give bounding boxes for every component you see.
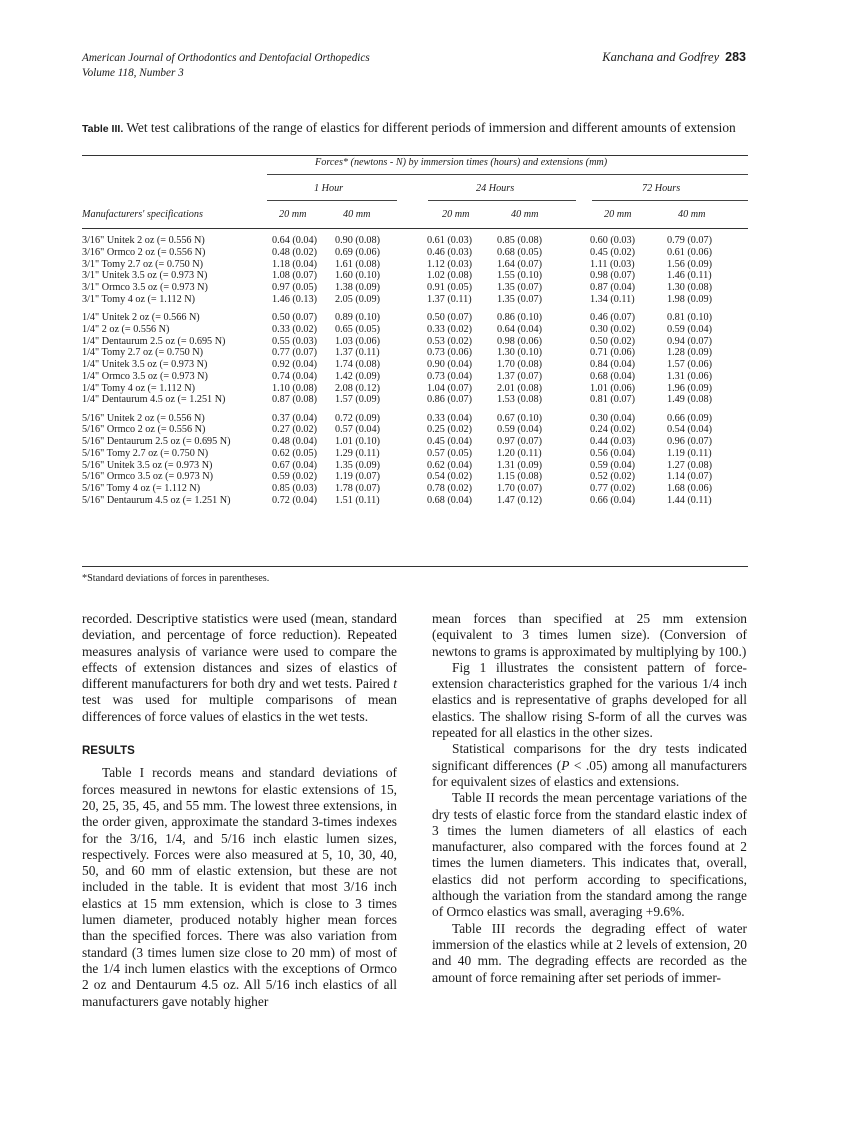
cell-h1-20: 0.50 (0.07) — [272, 312, 317, 323]
cell-h1-20: 0.48 (0.04) — [272, 436, 317, 447]
page-number: 283 — [725, 50, 746, 64]
paragraph-statistics: Statistical comparisons for the dry tests indicated significant differences (P < .05) among all manufacturers for equivalent sizes of elastics and extensions. — [432, 741, 747, 789]
cell-h24-40: 0.97 (0.07) — [497, 436, 542, 447]
data-table — [82, 235, 748, 507]
cell-h1-20: 0.77 (0.07) — [272, 347, 317, 359]
cell-h1-40: 1.42 (0.09) — [335, 370, 380, 382]
cell-h1-40: 1.37 (0.11) — [335, 347, 380, 359]
cell-h1-40: 1.35 (0.09) — [335, 459, 380, 471]
cell-h24-20: 0.62 (0.04) — [427, 459, 472, 471]
paragraph-table3: Table III records the degrading effect of water immersion of the elastics while at 2 levels of extension, 20 and 40 mm. The degrading effects are recorded as the amount of force remaining after set periods of immer- — [432, 920, 747, 985]
cell-spec: 5/16" Dentaurum 4.5 oz (= 1.251 N) — [82, 494, 231, 506]
table-row — [82, 270, 748, 282]
cell-h1-40: 1.61 (0.08) — [335, 258, 380, 270]
cell-h24-20: 0.68 (0.04) — [427, 494, 472, 506]
cell-h1-40: 2.08 (0.12) — [335, 382, 380, 394]
cell-spec: 3/1" Tomy 4 oz (= 1.112 N) — [82, 293, 196, 305]
cell-h24-40: 1.53 (0.08) — [497, 394, 542, 406]
cell-h72-40: 1.49 (0.08) — [667, 394, 712, 406]
cell-h24-20: 1.37 (0.11) — [427, 293, 472, 305]
cell-h1-20: 0.92 (0.04) — [272, 359, 317, 370]
cell-spec: 1/4" Tomy 4 oz (= 1.112 N) — [82, 382, 196, 394]
cell-h24-20: 0.73 (0.06) — [427, 347, 472, 359]
cell-spec: 3/16" Ormco 2 oz (= 0.556 N) — [82, 246, 206, 258]
cell-h72-40: 1.27 (0.08) — [667, 459, 712, 471]
cell-h1-20: 0.37 (0.04) — [272, 412, 317, 424]
cell-h24-20: 0.45 (0.04) — [427, 436, 472, 447]
cell-h24-20: 1.12 (0.03) — [427, 258, 472, 270]
cell-spec: 5/16" Dentaurum 2.5 oz (= 0.695 N) — [82, 436, 231, 447]
ext-header-6: 40 mm — [678, 209, 706, 220]
cell-h72-40: 1.28 (0.09) — [667, 347, 712, 359]
table-row — [82, 371, 748, 383]
cell-h1-40: 1.57 (0.09) — [335, 394, 380, 406]
cell-h72-40: 0.96 (0.07) — [667, 436, 712, 447]
table-bottom-rule — [82, 566, 748, 567]
cell-h72-20: 0.45 (0.02) — [590, 246, 635, 258]
cell-spec: 1/4" Ormco 3.5 oz (= 0.973 N) — [82, 370, 208, 382]
cell-h72-40: 1.46 (0.11) — [667, 270, 712, 282]
cell-h1-40: 0.89 (0.10) — [335, 312, 380, 323]
cell-h72-20: 0.52 (0.02) — [590, 471, 635, 483]
table-row — [82, 336, 748, 348]
cell-h1-20: 1.08 (0.07) — [272, 270, 317, 282]
cell-h72-20: 0.60 (0.03) — [590, 235, 635, 246]
cell-spec: 5/16" Unitek 3.5 oz (= 0.973 N) — [82, 459, 213, 471]
table-row — [82, 460, 748, 472]
table-row — [82, 483, 748, 495]
cell-h24-20: 0.33 (0.02) — [427, 323, 472, 335]
cell-h24-40: 0.86 (0.10) — [497, 312, 542, 323]
cell-h1-40: 0.72 (0.09) — [335, 412, 380, 424]
cell-h1-40: 1.03 (0.06) — [335, 335, 380, 347]
table-label: Table III. — [82, 123, 124, 135]
cell-h72-20: 0.98 (0.07) — [590, 270, 635, 282]
cell-h72-20: 0.46 (0.07) — [590, 312, 635, 323]
cell-h1-40: 1.29 (0.11) — [335, 447, 380, 459]
table-caption — [82, 121, 748, 137]
cell-spec: 5/16" Tomy 2.7 oz (= 0.750 N) — [82, 447, 209, 459]
cell-h24-20: 1.02 (0.08) — [427, 270, 472, 282]
cell-h72-40: 0.94 (0.07) — [667, 335, 712, 347]
cell-h1-20: 0.87 (0.08) — [272, 394, 317, 406]
cell-h72-40: 0.59 (0.04) — [667, 323, 712, 335]
cell-h1-20: 0.97 (0.05) — [272, 282, 317, 293]
cell-h24-40: 2.01 (0.08) — [497, 382, 542, 394]
cell-h1-20: 0.55 (0.03) — [272, 335, 317, 347]
cell-h72-20: 0.30 (0.04) — [590, 412, 635, 424]
cell-h72-40: 1.30 (0.08) — [667, 282, 712, 293]
cell-h24-20: 0.57 (0.05) — [427, 447, 472, 459]
table-spanner-header: Forces* (newtons - N) by immersion times (hours) and extensions (mm) — [315, 157, 608, 168]
cell-h72-40: 1.31 (0.06) — [667, 370, 712, 382]
cell-h24-40: 1.30 (0.10) — [497, 347, 542, 359]
cell-h24-40: 1.31 (0.09) — [497, 459, 542, 471]
cell-h1-20: 1.18 (0.04) — [272, 258, 317, 270]
period-24-hours: 24 Hours — [476, 183, 515, 194]
cell-h72-40: 0.79 (0.07) — [667, 235, 712, 246]
cell-spec: 1/4" Tomy 2.7 oz (= 0.750 N) — [82, 347, 204, 359]
cell-h72-20: 1.34 (0.11) — [590, 293, 635, 305]
table-row — [82, 495, 748, 507]
cell-h1-20: 0.74 (0.04) — [272, 370, 317, 382]
table-header-rule — [82, 228, 748, 229]
period-1-hour: 1 Hour — [314, 183, 344, 194]
paragraph-continued: mean forces than specified at 25 mm extension (equivalent to 3 times lumen size). (Conversion of newtons to grams is approximated by multiplying by 100.) — [432, 611, 747, 659]
ext-header-3: 20 mm — [442, 209, 470, 220]
cell-h1-40: 1.60 (0.10) — [335, 270, 380, 282]
table-row — [82, 312, 748, 324]
table-footnote: *Standard deviations of forces in parentheses. — [82, 573, 270, 584]
table-row — [82, 413, 748, 425]
cell-h24-20: 0.46 (0.03) — [427, 246, 472, 258]
running-header-left — [82, 51, 370, 81]
table-row — [82, 294, 748, 306]
period-72-hours: 72 Hours — [642, 183, 681, 194]
cell-spec: 1/4" Dentaurum 2.5 oz (= 0.695 N) — [82, 335, 226, 347]
ext-header-4: 40 mm — [511, 209, 539, 220]
cell-h24-20: 0.90 (0.04) — [427, 359, 472, 370]
spanner-rule — [267, 174, 748, 175]
cell-h72-20: 0.81 (0.07) — [590, 394, 635, 406]
cell-h1-40: 0.90 (0.08) — [335, 235, 380, 246]
cell-spec: 1/4" Unitek 2 oz (= 0.566 N) — [82, 312, 200, 323]
cell-h24-20: 0.54 (0.02) — [427, 471, 472, 483]
cell-h24-20: 0.91 (0.05) — [427, 282, 472, 293]
cell-h72-20: 0.77 (0.02) — [590, 483, 635, 494]
cell-h24-40: 1.55 (0.10) — [497, 270, 542, 282]
cell-h72-40: 0.61 (0.06) — [667, 246, 712, 258]
cell-spec: 1/4" Unitek 3.5 oz (= 0.973 N) — [82, 359, 208, 370]
table-top-rule — [82, 155, 748, 156]
cell-spec: 3/1" Ormco 3.5 oz (= 0.973 N) — [82, 282, 208, 293]
table-row — [82, 359, 748, 371]
results-heading: RESULTS — [82, 745, 135, 758]
cell-h1-20: 0.59 (0.02) — [272, 471, 317, 483]
cell-spec: 1/4" 2 oz (= 0.556 N) — [82, 323, 170, 335]
cell-h72-20: 0.30 (0.02) — [590, 323, 635, 335]
row-header: Manufacturers' specifications — [82, 209, 203, 220]
cell-h1-40: 2.05 (0.09) — [335, 293, 380, 305]
cell-h1-20: 0.64 (0.04) — [272, 235, 317, 246]
cell-h1-20: 1.46 (0.13) — [272, 293, 317, 305]
cell-spec: 3/1" Tomy 2.7 oz (= 0.750 N) — [82, 258, 204, 270]
cell-spec: 3/16" Unitek 2 oz (= 0.556 N) — [82, 235, 205, 246]
table-row — [82, 347, 748, 359]
cell-h24-20: 0.25 (0.02) — [427, 424, 472, 436]
cell-h24-20: 0.53 (0.02) — [427, 335, 472, 347]
cell-h72-40: 1.98 (0.09) — [667, 293, 712, 305]
cell-h24-20: 0.78 (0.02) — [427, 483, 472, 494]
cell-h24-40: 1.64 (0.07) — [497, 258, 542, 270]
cell-h1-40: 1.78 (0.07) — [335, 483, 380, 494]
cell-h72-20: 1.01 (0.06) — [590, 382, 635, 394]
cell-h24-40: 0.85 (0.08) — [497, 235, 542, 246]
paragraph-table2: Table II records the mean percentage variations of the dry tests of elastic force from the standard elastic index of 3 times the lumen diameters of all elastics of each manufacturer, also compared with the forces found at 2 times the lumen diameters. This indicates that, overall, elastics did not perform according to specifications, although the variation from the standard among the range of Ormco elastics was small, averaging +9.6%. — [432, 790, 747, 920]
table-row — [82, 436, 748, 448]
paragraph-fig1: Fig 1 illustrates the consistent pattern of force-extension characteristics graphed for the various 1/4 inch elastics and is representative of graphs developed for all elastics. The shallow rising S-form of all the curves was repeated for all elastics in the other sizes. — [432, 659, 747, 741]
cell-spec: 3/1" Unitek 3.5 oz (= 0.973 N) — [82, 270, 208, 282]
cell-spec: 5/16" Ormco 2 oz (= 0.556 N) — [82, 424, 206, 436]
cell-spec: 1/4" Dentaurum 4.5 oz (= 1.251 N) — [82, 394, 226, 406]
table-row — [82, 247, 748, 259]
cell-h72-20: 0.71 (0.06) — [590, 347, 635, 359]
right-column — [432, 611, 747, 986]
table-row — [82, 324, 748, 336]
cell-h72-20: 0.68 (0.04) — [590, 370, 635, 382]
cell-h24-40: 0.98 (0.06) — [497, 335, 542, 347]
cell-h24-40: 1.20 (0.11) — [497, 447, 542, 459]
cell-h24-40: 1.70 (0.07) — [497, 483, 542, 494]
paragraph-methods-end: recorded. Descriptive statistics were used (mean, standard deviation, and percentage of force reduction). Repeated measures analysis of variance were used to compare the effects of extension distances and sizes of elastics of different manufacturers for both dry and wet tests. Paired t test was used for multiple comparisons of mean differences of force values of elastics in the wet tests. — [82, 611, 397, 724]
cell-h72-40: 0.81 (0.10) — [667, 312, 712, 323]
left-column — [82, 611, 397, 1010]
cell-h24-40: 0.68 (0.05) — [497, 246, 542, 258]
table-row — [82, 282, 748, 294]
cell-h72-40: 1.56 (0.09) — [667, 258, 712, 270]
cell-h24-40: 1.70 (0.08) — [497, 359, 542, 370]
journal-title: American Journal of Orthodontics and Dentofacial Orthopedics — [82, 52, 370, 64]
cell-h1-20: 0.62 (0.05) — [272, 447, 317, 459]
table-row — [82, 424, 748, 436]
cell-h72-20: 0.66 (0.04) — [590, 494, 635, 506]
cell-h72-40: 1.19 (0.11) — [667, 447, 712, 459]
cell-h24-40: 1.15 (0.08) — [497, 471, 542, 483]
cell-h72-20: 1.11 (0.03) — [590, 258, 635, 270]
cell-h1-20: 0.48 (0.02) — [272, 246, 317, 258]
ext-header-1: 20 mm — [279, 209, 307, 220]
table-row — [82, 235, 748, 247]
cell-h72-40: 0.54 (0.04) — [667, 424, 712, 436]
cell-h24-20: 0.61 (0.03) — [427, 235, 472, 246]
cell-h72-20: 0.24 (0.02) — [590, 424, 635, 436]
cell-h1-40: 1.51 (0.11) — [335, 494, 380, 506]
cell-h72-20: 0.84 (0.04) — [590, 359, 635, 370]
cell-h24-40: 0.67 (0.10) — [497, 412, 542, 424]
cell-h1-40: 0.65 (0.05) — [335, 323, 380, 335]
cell-h1-20: 0.72 (0.04) — [272, 494, 317, 506]
period-24-rule — [428, 200, 576, 201]
cell-h72-40: 0.66 (0.09) — [667, 412, 712, 424]
cell-spec: 5/16" Ormco 3.5 oz (= 0.973 N) — [82, 471, 213, 483]
authors: Kanchana and Godfrey — [602, 50, 720, 64]
cell-h72-40: 1.57 (0.06) — [667, 359, 712, 370]
cell-h24-40: 0.64 (0.04) — [497, 323, 542, 335]
cell-h1-20: 0.85 (0.03) — [272, 483, 317, 494]
cell-h72-40: 1.96 (0.09) — [667, 382, 712, 394]
table-row — [82, 259, 748, 271]
cell-h24-40: 1.47 (0.12) — [497, 494, 542, 506]
ext-header-2: 40 mm — [343, 209, 371, 220]
cell-h1-40: 0.57 (0.04) — [335, 424, 380, 436]
cell-h1-20: 0.33 (0.02) — [272, 323, 317, 335]
table-row — [82, 471, 748, 483]
cell-h72-20: 0.44 (0.03) — [590, 436, 635, 447]
cell-h1-40: 1.38 (0.09) — [335, 282, 380, 293]
cell-h1-40: 1.01 (0.10) — [335, 436, 380, 447]
cell-h72-20: 0.59 (0.04) — [590, 459, 635, 471]
cell-h24-20: 0.50 (0.07) — [427, 312, 472, 323]
ext-header-5: 20 mm — [604, 209, 632, 220]
period-72-rule — [592, 200, 748, 201]
cell-h1-40: 0.69 (0.06) — [335, 246, 380, 258]
cell-h24-40: 1.37 (0.07) — [497, 370, 542, 382]
cell-h1-40: 1.19 (0.07) — [335, 471, 380, 483]
cell-h24-20: 0.86 (0.07) — [427, 394, 472, 406]
paragraph-results-1: Table I records means and standard deviations of forces measured in newtons for elastic extensions of 15, 20, 25, 35, 45, and 55 mm. The lowest three extensions, in the order given, approximate the standard 3-times indexes for the 3/16, 1/4, and 5/16 inch elastic lumen sizes, respectively. Forces were also measured at 5, 10, 30, 40, 50, and 60 mm of elastic extension, but these are not included in the table. It is evident that most 3/16 inch elastics at 15 mm extension, which is close to 3 times lumen diameter, produced notably higher mean forces than the specified forces. There was also variation from standard (3 times lumen size close to 20 mm) of most of the 1/4 inch lumen elastics with the exceptions of Ormco 2 oz and Dentaurum 4.5 oz. All 5/16 inch elastics of all manufacturers gave notably higher — [82, 765, 397, 1009]
cell-h72-40: 1.68 (0.06) — [667, 483, 712, 494]
cell-h24-20: 0.73 (0.04) — [427, 370, 472, 382]
cell-spec: 5/16" Tomy 4 oz (= 1.112 N) — [82, 483, 201, 494]
table-row — [82, 394, 748, 406]
cell-h72-20: 0.56 (0.04) — [590, 447, 635, 459]
cell-spec: 5/16" Unitek 2 oz (= 0.556 N) — [82, 412, 205, 424]
journal-volume: Volume 118, Number 3 — [82, 67, 184, 79]
cell-h1-20: 0.67 (0.04) — [272, 459, 317, 471]
cell-h72-20: 0.50 (0.02) — [590, 335, 635, 347]
cell-h1-20: 1.10 (0.08) — [272, 382, 317, 394]
cell-h72-40: 1.44 (0.11) — [667, 494, 712, 506]
cell-h24-40: 1.35 (0.07) — [497, 282, 542, 293]
table-row — [82, 383, 748, 395]
period-1-rule — [267, 200, 397, 201]
cell-h24-40: 1.35 (0.07) — [497, 293, 542, 305]
cell-h72-40: 1.14 (0.07) — [667, 471, 712, 483]
cell-h24-20: 0.33 (0.04) — [427, 412, 472, 424]
table-caption-text: Wet test calibrations of the range of elastics for different periods of immersion and different amounts of extension — [126, 120, 736, 135]
running-header-right — [602, 50, 746, 65]
cell-h24-40: 0.59 (0.04) — [497, 424, 542, 436]
cell-h24-20: 1.04 (0.07) — [427, 382, 472, 394]
cell-h72-20: 0.87 (0.04) — [590, 282, 635, 293]
cell-h1-20: 0.27 (0.02) — [272, 424, 317, 436]
table-row — [82, 448, 748, 460]
cell-h1-40: 1.74 (0.08) — [335, 359, 380, 370]
